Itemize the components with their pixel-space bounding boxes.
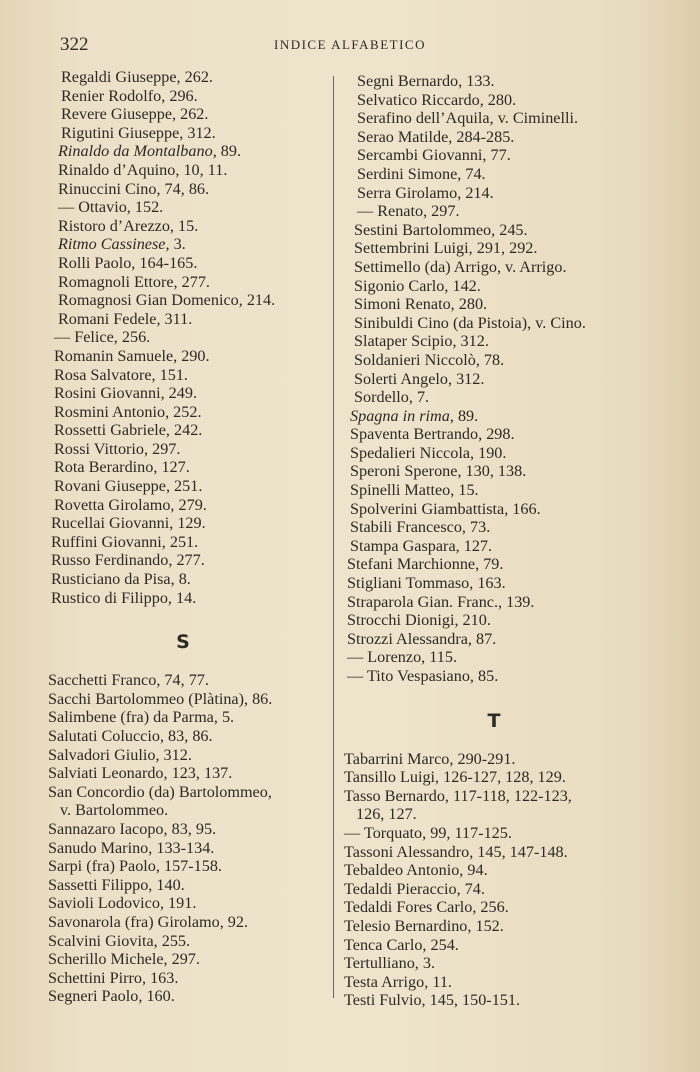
index-entry: Rustico di Filippo, 14. <box>51 588 197 607</box>
index-entry: Salutati Coluccio, 83, 86. <box>48 727 213 745</box>
index-section-r <box>48 68 330 607</box>
index-entry: Speroni Sperone, 130, 138. <box>350 462 527 481</box>
index-entry: Rovetta Girolamo, 279. <box>54 495 207 514</box>
work-title: Rinaldo da Montalbano <box>58 142 213 161</box>
index-section-s-start <box>48 671 330 1006</box>
index-entry: Ritmo Cassinese, 3. <box>58 235 186 254</box>
index-entry: Savonarola (fra) Girolamo, 92. <box>48 912 249 931</box>
index-entry: Serra Girolamo, 214. <box>357 183 494 202</box>
index-entry: — Lorenzo, 115. <box>347 648 457 667</box>
index-entry: Strocchi Dionigi, 210. <box>347 611 491 630</box>
running-title: INDICE ALFABETICO <box>273 37 426 52</box>
index-entry: Tertulliano, 3. <box>344 954 436 973</box>
index-entry: Rosmini Antonio, 252. <box>54 402 202 421</box>
left-column <box>48 68 330 1006</box>
index-entry: Spaventa Bertrando, 298. <box>350 425 515 444</box>
index-entry: Sercambi Giovanni, 77. <box>357 146 511 165</box>
right-column <box>344 72 644 1010</box>
index-entry: Soldanieri Niccolò, 78. <box>354 350 505 369</box>
index-entry: Stabili Francesco, 73. <box>350 518 491 537</box>
index-entry: Rovani Giuseppe, 251. <box>54 477 203 496</box>
index-entry: Selvatico Riccardo, 280. <box>357 90 517 109</box>
index-entry: Salviati Leonardo, 123, 137. <box>48 764 233 783</box>
index-entry: Sarpi (fra) Paolo, 157-158. <box>48 857 222 876</box>
index-entry: Tedaldi Fores Carlo, 256. <box>344 898 509 917</box>
index-entry: Rolli Paolo, 164-165. <box>58 253 198 272</box>
section-letter-t: T <box>487 709 501 732</box>
index-entry: Schettini Pirro, 163. <box>48 968 179 987</box>
index-entry: Settimello (da) Arrigo, v. Arrigo. <box>354 257 567 276</box>
index-entry: Testa Arrigo, 11. <box>344 972 452 991</box>
index-entry: Rusticiano da Pisa, 8. <box>51 570 191 589</box>
index-entry: Rota Berardino, 127. <box>54 458 190 477</box>
index-entry: Romagnoli Ettore, 277. <box>58 272 210 291</box>
index-entry: Spolverini Giambattista, 166. <box>350 499 541 518</box>
work-title: Ritmo Cassinese <box>58 235 166 254</box>
index-entry: Settembrini Luigi, 291, 292. <box>354 239 538 258</box>
index-entry: Romanin Samuele, 290. <box>54 346 210 365</box>
index-section-t <box>344 750 644 1010</box>
column-divider <box>333 76 334 998</box>
index-entry: Straparola Gian. Franc., 139. <box>347 592 535 611</box>
index-entry: Segneri Paolo, 160. <box>48 987 175 1006</box>
index-entry: Telesio Bernardino, 152. <box>344 916 504 935</box>
index-entry: Tenca Carlo, 254. <box>344 935 459 954</box>
index-entry: Tassoni Alessandro, 145, 147-148. <box>344 842 568 861</box>
index-entry: Renier Rodolfo, 296. <box>61 86 198 105</box>
index-entry: Rossi Vittorio, 297. <box>54 439 181 458</box>
index-entry: Rosini Giovanni, 249. <box>54 384 197 403</box>
index-entry: Serafino dell’Aquila, v. Ciminelli. <box>357 109 579 128</box>
index-entry: Romani Fedele, 311. <box>58 309 193 328</box>
index-entry: Serdini Simone, 74. <box>357 164 486 183</box>
index-entry: Sigonio Carlo, 142. <box>354 276 481 295</box>
index-entry: Salimbene (fra) da Parma, 5. <box>48 708 235 727</box>
index-entry: Spedalieri Niccola, 190. <box>350 443 507 462</box>
index-entry: — Renato, 297. <box>357 202 460 221</box>
index-entry: Spinelli Matteo, 15. <box>350 481 479 500</box>
section-letter-s: S <box>176 631 190 654</box>
index-entry: Sacchetti Franco, 74, 77. <box>48 671 209 690</box>
index-entry: Sanudo Marino, 133-134. <box>48 838 215 857</box>
index-entry: Spagna in rima, 89. <box>350 406 479 425</box>
index-entry: Sestini Bartolommeo, 245. <box>354 220 528 239</box>
index-entry: Ruffini Giovanni, 251. <box>51 532 199 551</box>
index-entry: Tebaldeo Antonio, 94. <box>344 861 488 880</box>
index-entry: Sordello, 7. <box>354 388 430 407</box>
index-entry: Serao Matilde, 284-285. <box>357 127 515 146</box>
index-entry: Rigutini Giuseppe, 312. <box>61 123 216 142</box>
index-entry: Segni Bernardo, 133. <box>357 72 495 90</box>
index-entry: Regaldi Giuseppe, 262. <box>61 68 213 86</box>
page-number: 322 <box>60 34 89 55</box>
index-entry: Simoni Renato, 280. <box>354 295 488 314</box>
index-entry: Rucellai Giovanni, 129. <box>51 514 206 533</box>
index-entry: Salvadori Giulio, 312. <box>48 745 192 764</box>
index-entry: Solerti Angelo, 312. <box>354 369 485 388</box>
index-entry: Russo Ferdinando, 277. <box>51 551 205 570</box>
index-entry: Rossetti Gabriele, 242. <box>54 421 203 440</box>
index-entry: — Felice, 256. <box>54 328 151 347</box>
index-section-s-cont <box>344 72 644 686</box>
index-entry: Savioli Lodovico, 191. <box>48 894 197 913</box>
index-entry: Revere Giuseppe, 262. <box>61 105 209 124</box>
index-entry: Tasso Bernardo, 117-118, 122-123, <box>344 786 572 805</box>
index-entry: Stigliani Tommaso, 163. <box>347 574 506 593</box>
index-entry: — Ottavio, 152. <box>58 198 164 217</box>
index-entry: 126, 127. <box>356 805 417 824</box>
index-entry: Slataper Scipio, 312. <box>354 332 489 351</box>
index-entry: Stefani Marchionne, 79. <box>347 555 504 574</box>
index-entry: Scherillo Michele, 297. <box>48 950 200 969</box>
index-entry: Stampa Gaspara, 127. <box>350 536 493 555</box>
index-entry: Rinaldo d’Aquino, 10, 11. <box>58 160 228 179</box>
index-entry: Rinuccini Cino, 74, 86. <box>58 179 210 198</box>
index-entry: Rinaldo da Montalbano, 89. <box>58 142 242 161</box>
index-entry: San Concordio (da) Bartolommeo, <box>48 782 272 801</box>
index-entry: Sinibuldi Cino (da Pistoia), v. Cino. <box>354 313 586 332</box>
index-entry: Rosa Salvatore, 151. <box>54 365 188 384</box>
index-entry: Tabarrini Marco, 290-291. <box>344 749 516 768</box>
index-entry: — Torquato, 99, 117-125. <box>344 823 512 842</box>
index-entry: — Tito Vespasiano, 85. <box>347 667 499 685</box>
index-entry: Tedaldi Pieraccio, 74. <box>344 879 485 898</box>
index-entry: Strozzi Alessandra, 87. <box>347 629 497 648</box>
index-entry: Ristoro d’Arezzo, 15. <box>58 216 199 235</box>
index-entry: Romagnosi Gian Domenico, 214. <box>58 291 276 310</box>
index-entry: v. Bartolommeo. <box>60 801 169 820</box>
index-entry: Sacchi Bartolommeo (Plàtina), 86. <box>48 689 273 708</box>
index-entry: Scalvini Giovita, 255. <box>48 931 191 950</box>
index-entry: Testi Fulvio, 145, 150-151. <box>344 991 521 1010</box>
index-entry: Sassetti Filippo, 140. <box>48 875 185 894</box>
work-title: Spagna in rima <box>350 406 450 425</box>
index-entry: Sannazaro Iacopo, 83, 95. <box>48 819 217 838</box>
page-header <box>0 34 700 58</box>
index-entry: Tansillo Luigi, 126-127, 128, 129. <box>344 768 566 787</box>
